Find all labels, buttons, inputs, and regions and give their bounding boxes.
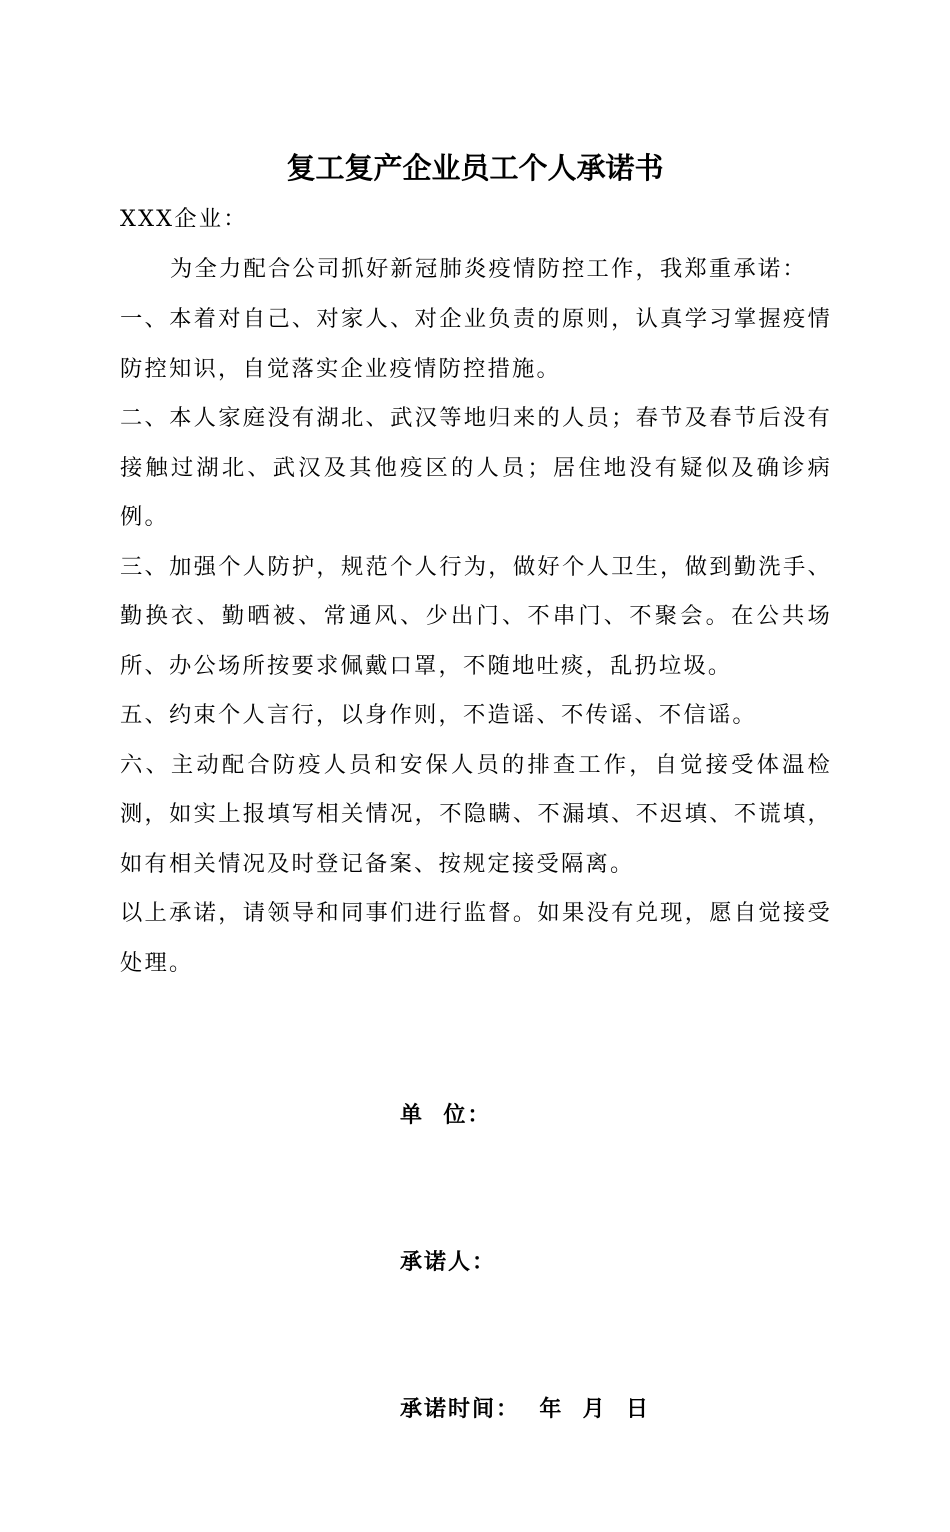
salutation: XXX企业：	[120, 206, 248, 232]
date-label: 承诺时间： 年 月 日	[400, 1397, 650, 1422]
intro-paragraph: 为全力配合公司抓好新冠肺炎疫情防控工作，我郑重承诺：	[170, 256, 807, 282]
commitment-item-6: 六、主动配合防疫人员和安保人员的排查工作，自觉接受体温检测，如实上报填写相关情况，不隐瞒、不漏填、不迟填、不谎填，如有相关情况及时登记备案、按规定接受隔离。	[120, 751, 832, 877]
unit-label: 单 位：	[400, 1103, 492, 1128]
signature-block	[400, 993, 650, 1532]
commitment-list	[120, 295, 832, 988]
commitment-item-1: 一、本着对自己、对家人、对企业负责的原则，认真学习掌握疫情防控知识，自觉落实企业疫情防控措施。	[120, 306, 832, 382]
promisor-label: 承诺人：	[400, 1250, 497, 1275]
commitment-item-5: 五、约束个人言行，以身作则，不造谣、不传谣、不信谣。	[120, 702, 757, 728]
commitment-item-3: 三、加强个人防护，规范个人行为，做好个人卫生，做到勤洗手、勤换衣、勤晒被、常通风、少出门、不串门、不聚会。在公共场所、办公场所按要求佩戴口罩，不随地吐痰，乱扔垃圾。	[120, 553, 832, 679]
document-title: 复工复产企业员工个人承诺书	[286, 151, 664, 185]
commitment-item-2: 二、本人家庭没有湖北、武汉等地归来的人员；春节及春节后没有接触过湖北、武汉及其他疫区的人员；居住地没有疑似及确诊病例。	[120, 405, 832, 530]
closing-statement: 以上承诺，请领导和同事们进行监督。如果没有兑现，愿自觉接受处理。	[120, 900, 832, 976]
